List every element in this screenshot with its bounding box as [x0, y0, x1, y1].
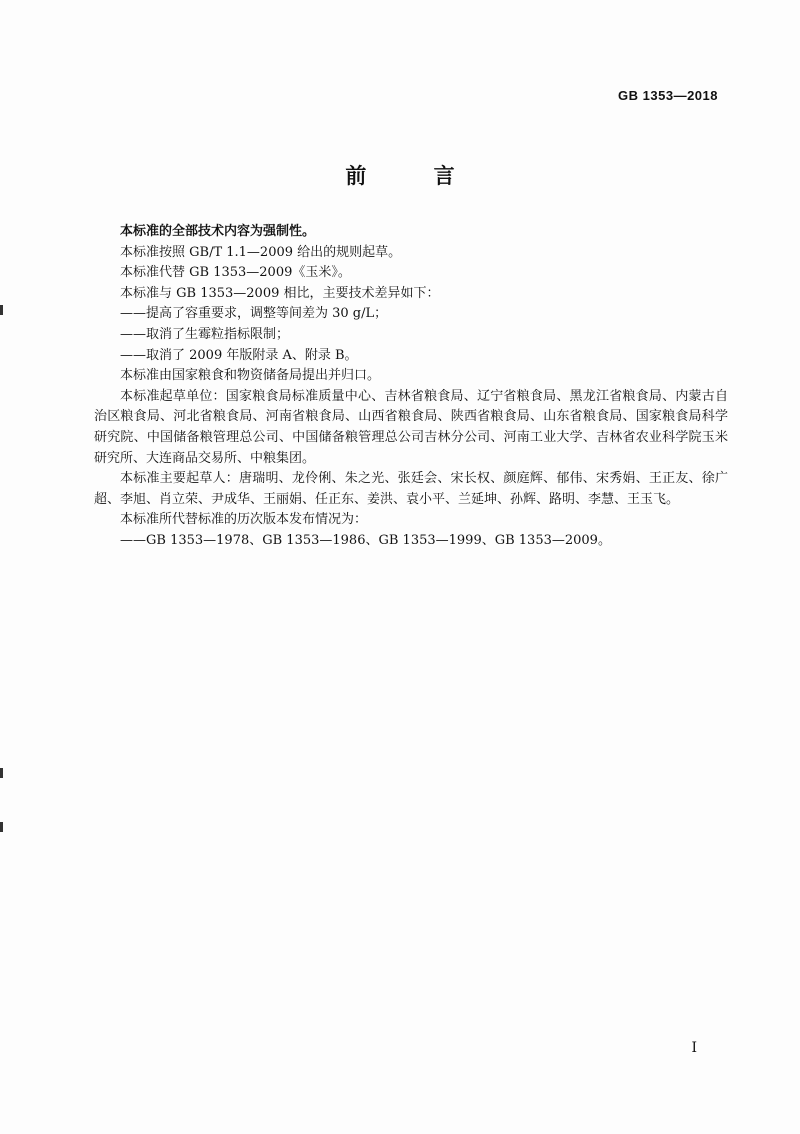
- page-number: I: [691, 1040, 697, 1056]
- difference-item: ——取消了生霉粒指标限制；: [120, 326, 290, 342]
- history-item: ——GB 1353—1978、GB 1353—1986、GB 1353—1999、GB 1353—2009。: [120, 532, 611, 548]
- replacement-paragraph: 本标准代替 GB 1353—2009《玉米》。: [120, 265, 351, 281]
- proposer-paragraph: 本标准由国家粮食和物资储备局提出并归口。: [120, 368, 381, 384]
- page-title: 前 言: [345, 164, 485, 188]
- differences-intro-paragraph: 本标准与 GB 1353—2009 相比，主要技术差异如下：: [120, 285, 440, 301]
- drafting-rules-paragraph: 本标准按照 GB/T 1.1—2009 给出的规则起草。: [120, 244, 402, 260]
- scan-edge-mark: [0, 305, 3, 315]
- history-intro-paragraph: 本标准所代替标准的历次版本发布情况为：: [120, 512, 368, 528]
- difference-item: ——提高了容重要求，调整等间差为 30 g/L；: [120, 306, 388, 322]
- standard-code: GB 1353—2018: [618, 88, 718, 103]
- mandatory-statement: 本标准的全部技术内容为强制性。: [120, 224, 316, 239]
- drafters-paragraph: 本标准主要起草人：唐瑞明、龙伶俐、朱之光、张廷会、宋长权、颜庭辉、郁伟、宋秀娟、王正友、徐广超、李旭、肖立荣、尹成华、王丽娟、任正东、姜洪、袁小平、兰延坤、孙辉、路明、李慧、王玉飞。: [94, 471, 728, 507]
- drafting-units-paragraph: 本标准起草单位：国家粮食局标准质量中心、吉林省粮食局、辽宁省粮食局、黑龙江省粮食局、内蒙古自治区粮食局、河北省粮食局、河南省粮食局、山西省粮食局、陕西省粮食局、山东省粮食局、国家粮食局科学研究院、中国储备粮管理总公司、中国储备粮管理总公司吉林分公司、河南工业大学、吉林省农业科学院玉米研究所、大连商品交易所、中粮集团。: [94, 388, 728, 466]
- scan-edge-mark: [0, 822, 3, 832]
- scan-edge-mark: [0, 768, 3, 778]
- difference-item: ——取消了 2009 年版附录 A、附录 B。: [120, 347, 358, 363]
- foreword-body: [94, 222, 728, 552]
